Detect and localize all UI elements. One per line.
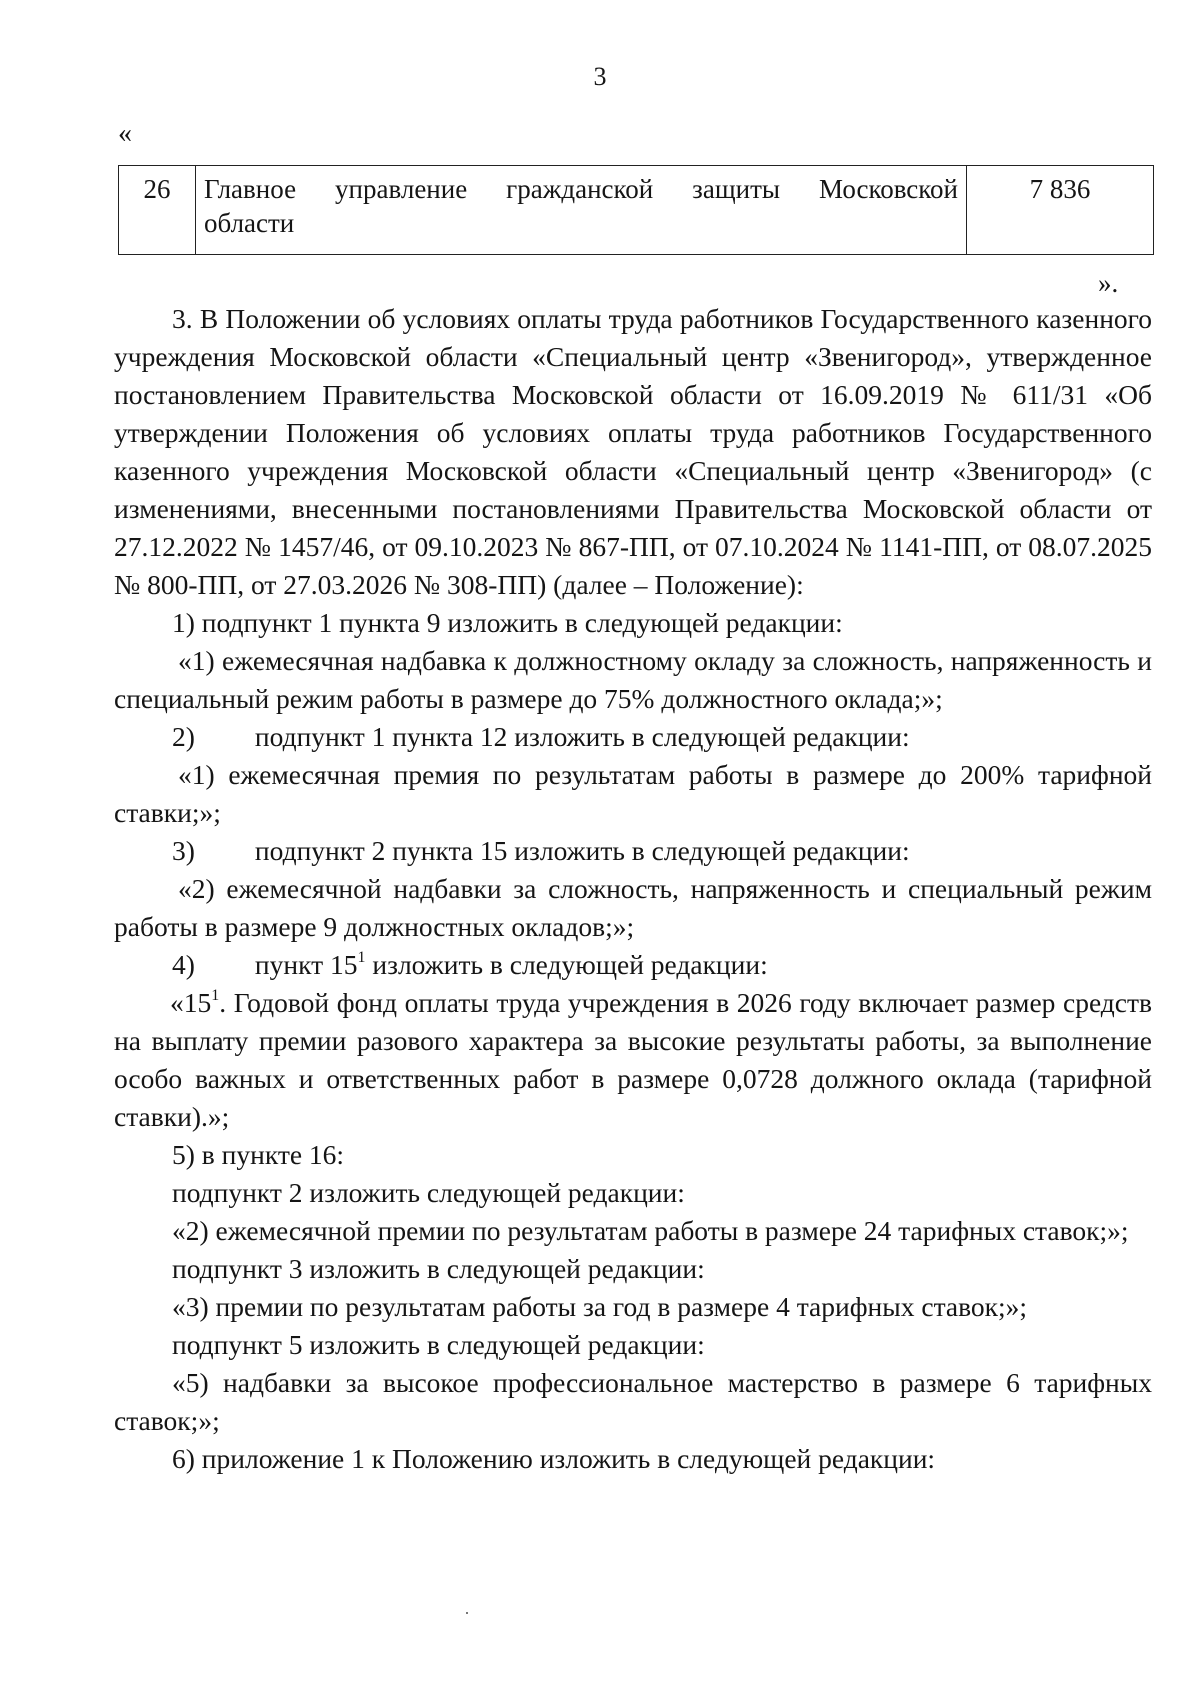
document-body <box>114 300 1152 1478</box>
amendment-table <box>118 165 1154 255</box>
item-2-number: 2) <box>172 721 195 752</box>
organization-line-2: области <box>204 208 295 238</box>
item-3-quote: «2) ежемесячной надбавки за сложность, напряженность и специальный режим работы в размере 9 должностных окладов;»; <box>114 873 1152 942</box>
item-3-number: 3) <box>172 835 195 866</box>
item-4-heading <box>114 946 1152 984</box>
row-number: 26 <box>119 166 196 255</box>
item-4-text-post: изложить в следующей редакции: <box>365 949 768 980</box>
page-number: 3 <box>593 62 607 91</box>
item-4-number: 4) <box>172 949 195 980</box>
item-1-quote: «1) ежемесячная надбавка к должностному окладу за сложность, напряженность и специальный режим работы в размере до 75% должностного оклада;»; <box>114 645 1152 714</box>
item-4-quote-superscript: 1 <box>211 987 220 1004</box>
item-6-heading: 6) приложение 1 к Положению изложить в следующей редакции: <box>172 1443 936 1474</box>
item-5-sub-2-quote: «2) ежемесячной премии по результатам работы в размере 24 тарифных ставок;»; <box>172 1215 1129 1246</box>
item-3-heading <box>114 832 1152 870</box>
item-4-quote-post: . Годовой фонд оплаты труда учреждения в 2026 году включает размер средств на выплату премии разового характера за высокие результаты работы, за выполнение особо важных и ответственных работ в размере 0,0728 должного оклада (тарифной ставки).»; <box>114 987 1152 1132</box>
value-cell: 7 836 <box>967 166 1154 255</box>
organization-line-1: Главное управление гражданской защиты Московской <box>204 174 958 204</box>
item-2-text: подпункт 1 пункта 12 изложить в следующей редакции: <box>254 721 910 752</box>
table-row <box>119 166 1154 255</box>
item-5-sub-3-heading: подпункт 3 изложить в следующей редакции: <box>172 1253 705 1284</box>
item-5-sub-3-quote: «3) премии по результатам работы за год в размере 4 тарифных ставок;»; <box>172 1291 1028 1322</box>
paragraph-3-intro: 3. В Положении об условиях оплаты труда работников Государственного казенного учреждения Московской области «Специальный центр «Звенигород», утвержденное постановлением Правительства Московской области от 16.09.2019 № 611/31 «Об утверждении Положения об условиях оплаты труда работников Государственного казенного учреждения Московской области «Специальный центр «Звенигород» (с изменениями, внесенными постановлениями Правительства Московской области от 27.12.2022 № 1457/46, от 09.10.2023 № 867-ПП, от 07.10.2024 № 1141-ПП, от 08.07.2025 № 800-ПП, от 27.03.2026 № 308-ПП) (далее – Положение): <box>114 303 1152 600</box>
item-5-sub-5-quote: «5) надбавки за высокое профессиональное мастерство в размере 6 тарифных ставок;»; <box>114 1367 1152 1436</box>
quote-open-mark: « <box>118 118 132 149</box>
item-4-quote <box>114 984 1152 1136</box>
scan-speck <box>466 1612 468 1614</box>
item-2-heading <box>114 718 1152 756</box>
item-4-text-pre: пункт 15 <box>254 949 358 980</box>
item-5-heading: 5) в пункте 16: <box>172 1139 345 1170</box>
quote-close-mark: ». <box>1098 268 1119 298</box>
item-1-heading: 1) подпункт 1 пункта 9 изложить в следующей редакции: <box>172 607 843 638</box>
item-4-superscript: 1 <box>357 949 366 966</box>
item-2-quote: «1) ежемесячная премия по результатам работы в размере до 200% тарифной ставки;»; <box>114 759 1152 828</box>
item-4-quote-pre: «15 <box>170 987 212 1018</box>
item-5-sub-5-heading: подпункт 5 изложить в следующей редакции: <box>172 1329 705 1360</box>
item-3-text: подпункт 2 пункта 15 изложить в следующей редакции: <box>254 835 910 866</box>
organization-cell <box>196 166 967 255</box>
item-5-sub-2-heading: подпункт 2 изложить следующей редакции: <box>172 1177 685 1208</box>
